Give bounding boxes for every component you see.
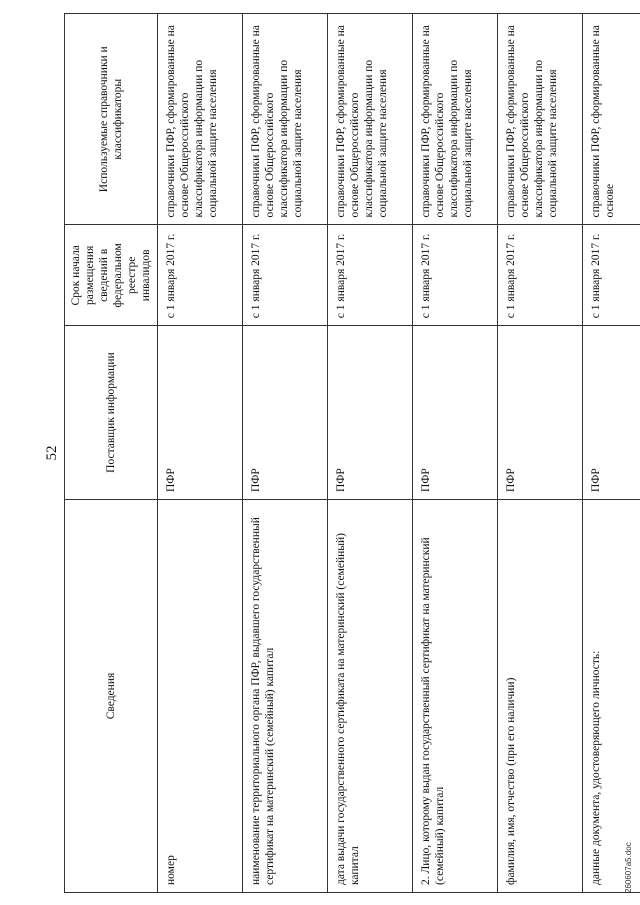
cell-info: наименование территориального органа ПФР, выдавшего государственный сертификат на материнский (семейный) капитал <box>243 500 328 893</box>
table-row <box>498 14 583 893</box>
cell-classifiers: справочники ПФР, сформированные на основе Общероссийского классификатора информации по социальной защите населения <box>158 14 243 225</box>
cell-classifiers: справочники ПФР, сформированные на основе Общероссийского классификатора информации по социальной защите населения <box>413 14 498 225</box>
cell-start-date: с 1 января 2017 г. <box>243 225 328 326</box>
cell-classifiers: справочники ПФР, сформированные на основе Общероссийского классификатора информации по социальной защите населения <box>498 14 583 225</box>
cell-provider: ПФР <box>328 326 413 500</box>
table-row <box>413 14 498 893</box>
header-row <box>65 14 158 893</box>
cell-start-date: с 1 января 2017 г. <box>498 225 583 326</box>
cell-provider: ПФР <box>413 326 498 500</box>
cell-start-date: с 1 января 2017 г. <box>413 225 498 326</box>
table-header <box>65 14 158 893</box>
cell-classifiers: справочники ПФР, сформированные на основе <box>583 14 640 225</box>
header-classifiers: Используемые справочники и классификаторы <box>65 14 158 225</box>
cell-start-date: с 1 января 2017 г. <box>583 225 640 326</box>
cell-provider: ПФР <box>498 326 583 500</box>
table-row <box>583 14 640 893</box>
cell-info: фамилия, имя, отчество (при его наличии) <box>498 500 583 893</box>
table-body <box>158 14 640 893</box>
page-number: 52 <box>44 445 60 461</box>
register-table <box>64 13 640 893</box>
header-provider: Поставщик информации <box>65 326 158 500</box>
header-start-date: Срок начала размещения сведений в федеральном реестре инвалидов <box>65 225 158 326</box>
cell-info: дата выдачи государственного сертификата на материнский (семейный) капитал <box>328 500 413 893</box>
cell-provider: ПФР <box>583 326 640 500</box>
document-code: 260607a5.doc <box>624 842 633 893</box>
cell-info: номер <box>158 500 243 893</box>
table-row <box>243 14 328 893</box>
rotated-page <box>40 13 633 893</box>
cell-provider: ПФР <box>158 326 243 500</box>
cell-classifiers: справочники ПФР, сформированные на основе Общероссийского классификатора информации по социальной защите населения <box>328 14 413 225</box>
cell-provider: ПФР <box>243 326 328 500</box>
table-row <box>328 14 413 893</box>
cell-info: данные документа, удостоверяющего личность: <box>583 500 640 893</box>
cell-info: 2. Лицо, которому выдан государственный сертификат на материнский (семейный) капитал <box>413 500 498 893</box>
table-row <box>158 14 243 893</box>
cell-classifiers: справочники ПФР, сформированные на основе Общероссийского классификатора информации по социальной защите населения <box>243 14 328 225</box>
cell-start-date: с 1 января 2017 г. <box>158 225 243 326</box>
cell-start-date: с 1 января 2017 г. <box>328 225 413 326</box>
header-info: Сведения <box>65 500 158 893</box>
